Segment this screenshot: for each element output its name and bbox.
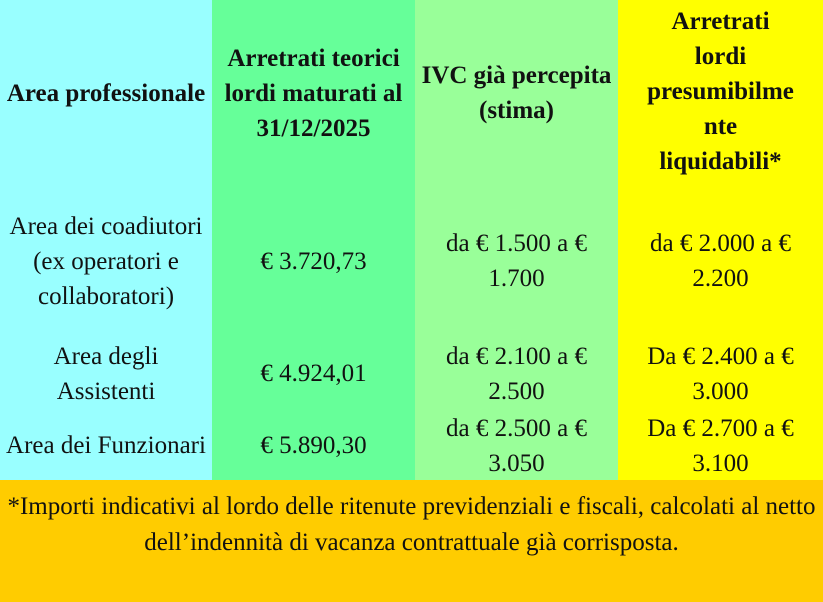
footnote: *Importi indicativi al lordo delle ritenute previdenziali e fiscali, calcolati al netto dell’indennità di vacanza contrattuale già corrisposta.	[0, 480, 823, 602]
row-funzionari-ivc: da € 2.500 a € 3.050	[415, 411, 618, 480]
row-assistenti-liquidabili: Da € 2.400 a € 3.000	[618, 336, 823, 411]
header-arretrati-teorici: Arretrati teorici lordi maturati al 31/12/2025	[212, 0, 415, 186]
row-assistenti-area: Area degli Assistenti	[0, 336, 212, 411]
row-assistenti-arretrati-teorici: € 4.924,01	[212, 336, 415, 411]
row-funzionari-liquidabili: Da € 2.700 a € 3.100	[618, 411, 823, 480]
row-coadiutori-ivc: da € 1.500 a € 1.700	[415, 186, 618, 336]
row-funzionari-area: Area dei Funzionari	[0, 411, 212, 480]
header-arretrati-liquidabili: Arretrati lordi presumibilme nte liquidabili*	[618, 0, 823, 186]
row-coadiutori-area: Area dei coadiutori (ex operatori e collaboratori)	[0, 186, 212, 336]
row-assistenti-ivc: da € 2.100 a € 2.500	[415, 336, 618, 411]
header-area-professionale: Area professionale	[0, 0, 212, 186]
row-coadiutori-liquidabili: da € 2.000 a € 2.200	[618, 186, 823, 336]
header-ivc-percepita: IVC già percepita (stima)	[415, 0, 618, 186]
row-funzionari-arretrati-teorici: € 5.890,30	[212, 411, 415, 480]
row-coadiutori-arretrati-teorici: € 3.720,73	[212, 186, 415, 336]
